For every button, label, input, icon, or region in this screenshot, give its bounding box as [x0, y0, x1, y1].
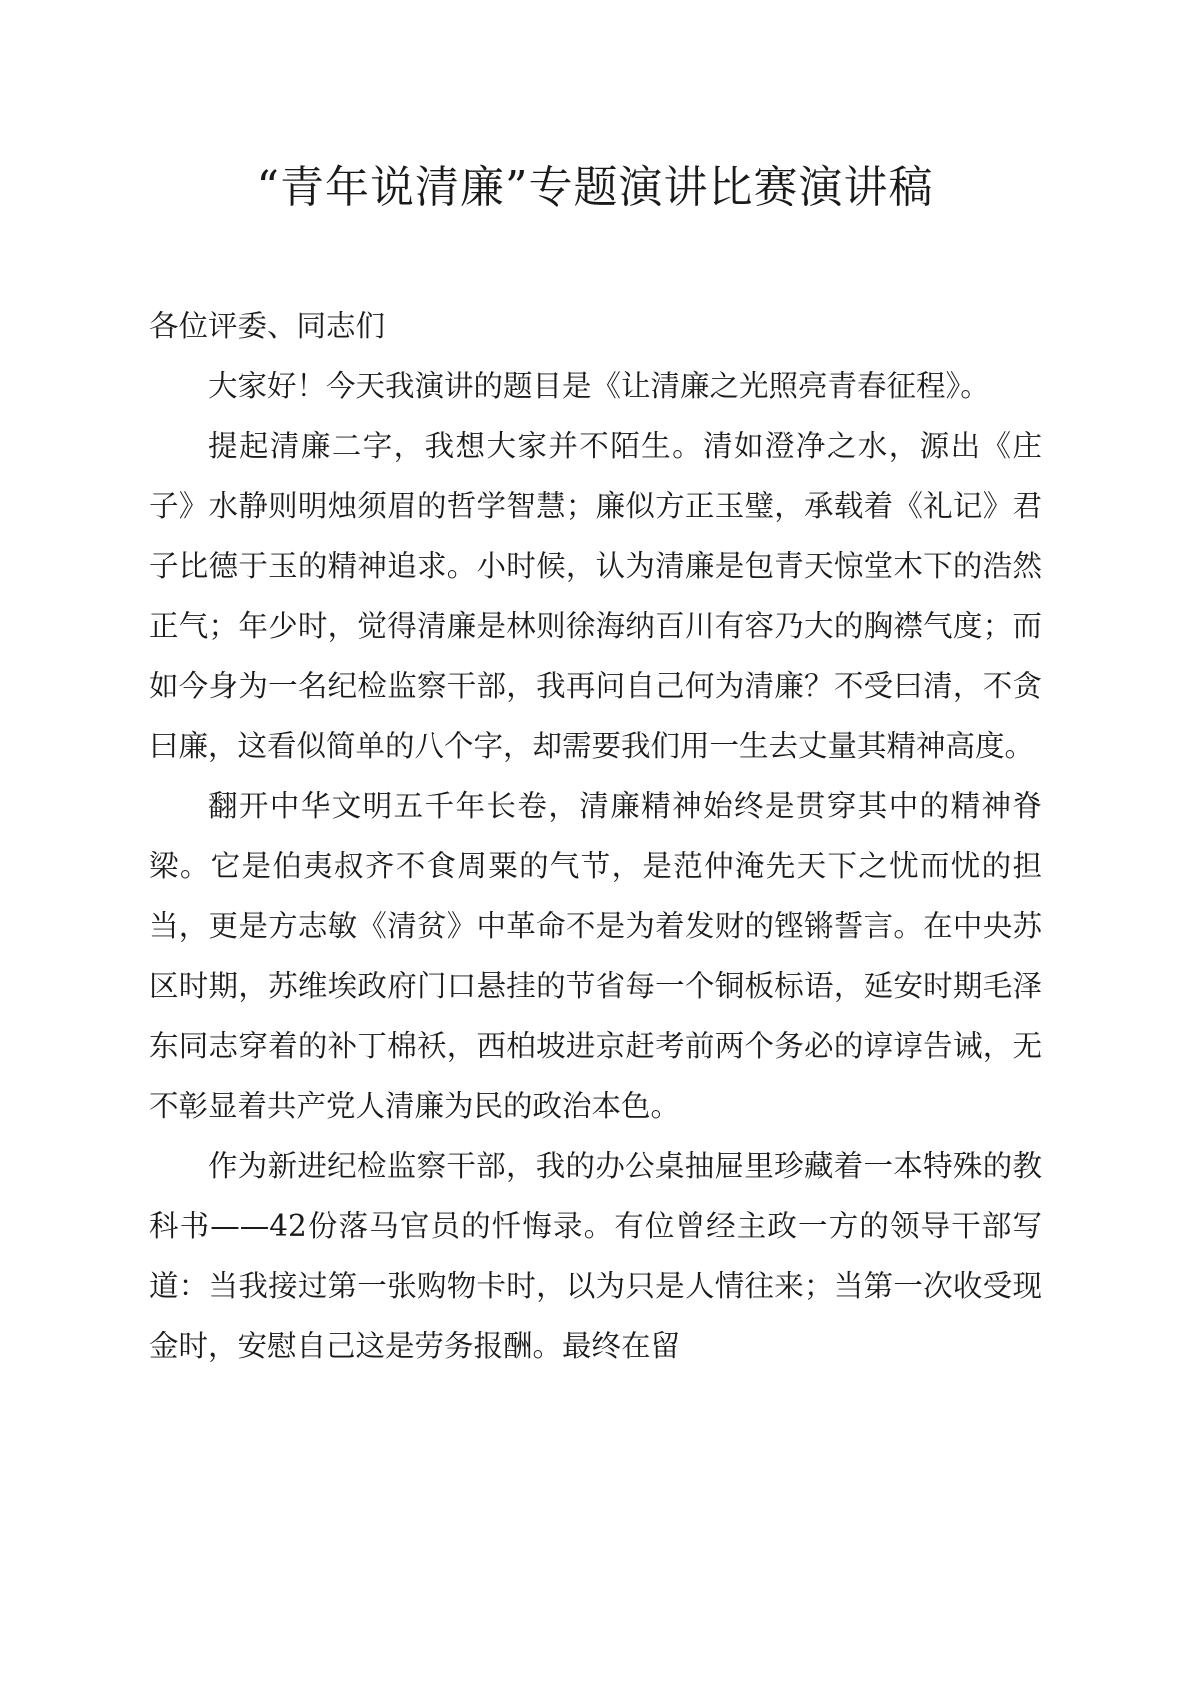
paragraph-intro: 大家好！今天我演讲的题目是《让清廉之光照亮青春征程》。	[208, 369, 990, 403]
salutation: 各位评委、同志们	[149, 309, 386, 343]
paragraph-meaning-of-integrity: 提起清廉二字，我想大家并不陌生。清如澄净之水，源出《庄子》水静则明烛须眉的哲学智慧；廉似方正玉璧，承载着《礼记》君子比德于玉的精神追求。小时候，认为清廉是包青天惊堂木下的浩然正气；年少时，觉得清廉是林则徐海纳百川有容乃大的胸襟气度；而如今身为一名纪检监察干部，我再问自己何为清廉？不受曰清，不贪曰廉，这看似简单的八个字，却需要我们用一生去丈量其精神高度。	[149, 429, 1042, 763]
paragraph-confessions: 作为新进纪检监察干部，我的办公桌抽屉里珍藏着一本特殊的教科书——42份落马官员的忏悔录。有位曾经主政一方的领导干部写道：当我接过第一张购物卡时，以为只是人情往来；当第一次收受现金时，安慰自己这是劳务报酬。最终在留	[149, 1149, 1042, 1363]
document-title: “青年说清廉”专题演讲比赛演讲稿	[256, 162, 934, 213]
document-body	[149, 296, 1042, 1376]
paragraph-history: 翻开中华文明五千年长卷，清廉精神始终是贯穿其中的精神脊梁。它是伯夷叔齐不食周粟的气节，是范仲淹先天下之忧而忧的担当，更是方志敏《清贫》中革命不是为着发财的铿锵誓言。在中央苏区时期，苏维埃政府门口悬挂的节省每一个铜板标语，延安时期毛泽东同志穿着的补丁棉袄，西柏坡进京赶考前两个务必的谆谆告诫，无不彰显着共产党人清廉为民的政治本色。	[149, 789, 1042, 1123]
